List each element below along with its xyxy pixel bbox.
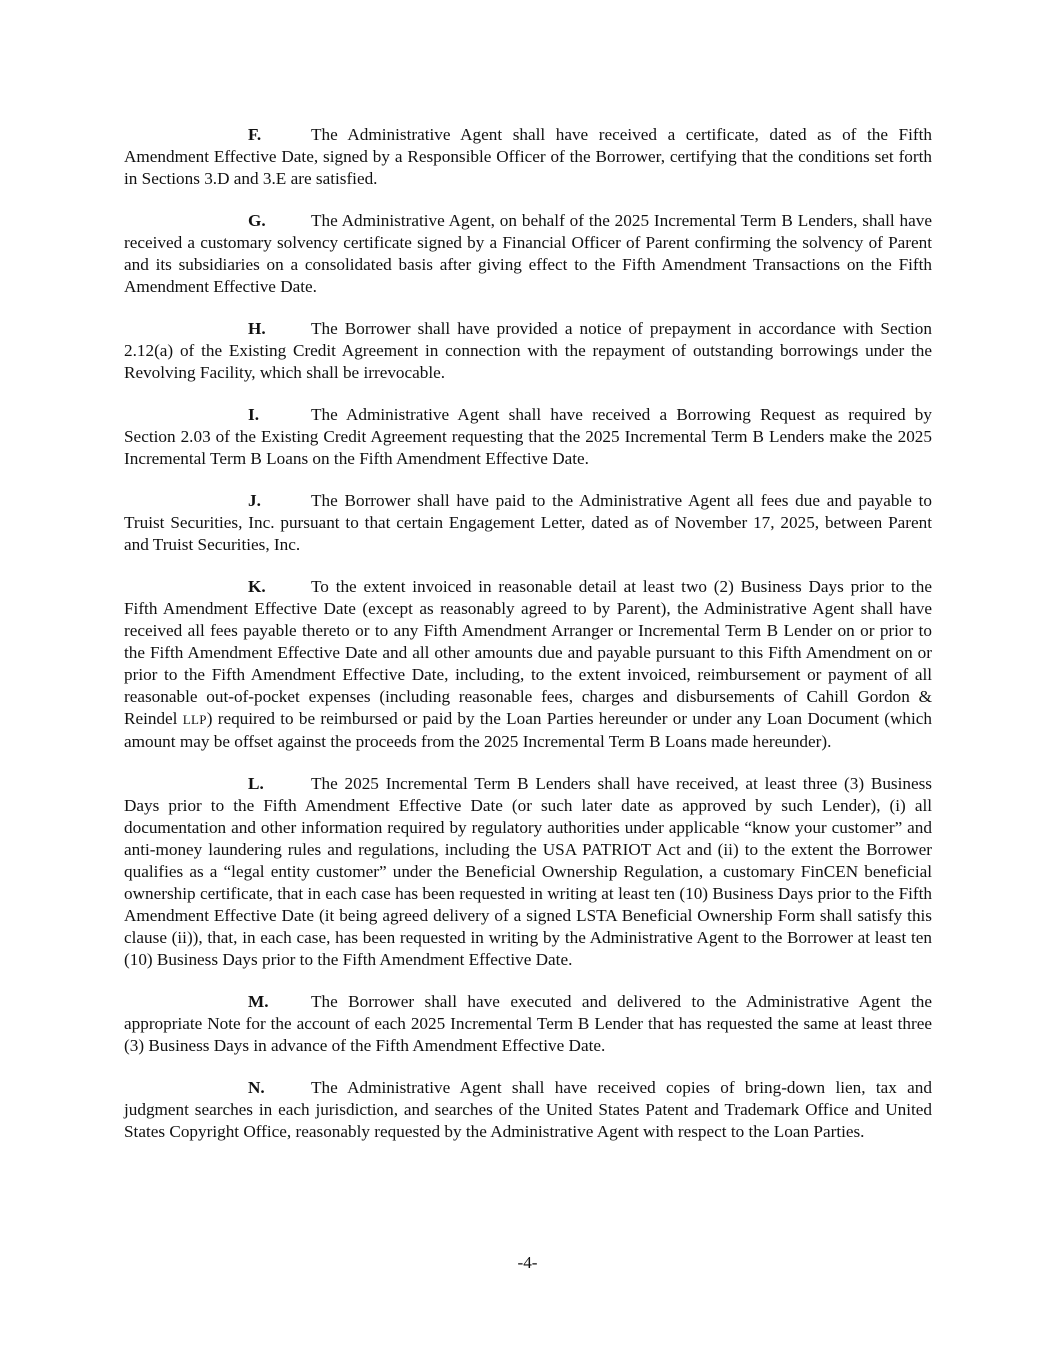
paragraph-j <box>124 490 932 556</box>
paragraph-text: The Administrative Agent, on behalf of the 2025 Incremental Term B Lenders, shall have received a customary solvency certificate signed by a Financial Officer of Parent confirming the solvency of Parent and its subsidiaries on a consolidated basis after giving effect to the Fifth Amendment Transactions on the Fifth Amendment Effective Date. <box>124 211 932 296</box>
paragraph-letter: I. <box>248 405 259 424</box>
paragraph-letter: M. <box>248 992 269 1011</box>
paragraph-text: To the extent invoiced in reasonable detail at least two (2) Business Days prior to the Fifth Amendment Effective Date (except as reasonably agreed to by Parent), the Administrative Agent shall have received all fees payable thereto or to any Fifth Amendment Arranger or Incremental Term B Lender on or prior to the Fifth Amendment Effective Date and all other amounts due and payable pursuant to this Fifth Amendment on or prior to the Fifth Amendment Effective Date, including, to the extent invoiced, reimbursement or payment of all reasonable out-of-pocket expenses (including reasonable fees, charges and disbursements of Cahill Gordon & Reindel <box>124 577 932 728</box>
llp-smallcaps: LLP <box>182 712 207 727</box>
paragraph-f <box>124 124 932 190</box>
paragraph-l <box>124 773 932 971</box>
paragraph-letter: G. <box>248 211 266 230</box>
document-body <box>124 124 932 1163</box>
paragraph-text: The Administrative Agent shall have received copies of bring-down lien, tax and judgment searches in each jurisdiction, and searches of the United States Patent and Trademark Office and United States Copyright Office, reasonably requested by the Administrative Agent with respect to the Loan Parties. <box>124 1078 932 1141</box>
page-number: -4- <box>517 1253 538 1272</box>
paragraph-g <box>124 210 932 298</box>
paragraph-letter: N. <box>248 1078 265 1097</box>
paragraph-letter: J. <box>248 491 261 510</box>
paragraph-text: The Administrative Agent shall have received a certificate, dated as of the Fifth Amendment Effective Date, signed by a Responsible Officer of the Borrower, certifying that the conditions set forth in Sections 3.D and 3.E are satisfied. <box>124 125 932 188</box>
paragraph-i <box>124 404 932 470</box>
paragraph-h <box>124 318 932 384</box>
paragraph-m <box>124 991 932 1057</box>
paragraph-text: The 2025 Incremental Term B Lenders shall have received, at least three (3) Business Days prior to the Fifth Amendment Effective Date (or such later date as approved by such Lender), (i) all documentation and other information required by regulatory authorities under applicable “know your customer” and anti-money laundering rules and regulations, including the USA PATRIOT Act and (ii) to the extent the Borrower qualifies as a “legal entity customer” under the Beneficial Ownership Regulation, a customary FinCEN beneficial ownership certificate, that in each case has been requested in writing at least ten (10) Business Days prior to the Fifth Amendment Effective Date (it being agreed delivery of a signed LSTA Beneficial Ownership Form shall satisfy this clause (ii)), that, in each case, has been requested in writing by the Administrative Agent to the Borrower at least ten (10) Business Days prior to the Fifth Amendment Effective Date. <box>124 774 932 969</box>
paragraph-text: The Borrower shall have paid to the Administrative Agent all fees due and payable to Truist Securities, Inc. pursuant to that certain Engagement Letter, dated as of November 17, 2025, between Parent and Truist Securities, Inc. <box>124 491 932 554</box>
paragraph-text: The Borrower shall have executed and delivered to the Administrative Agent the appropriate Note for the account of each 2025 Incremental Term B Lender that has requested the same at least three (3) Business Days in advance of the Fifth Amendment Effective Date. <box>124 992 932 1055</box>
paragraph-text-continued: ) required to be reimbursed or paid by the Loan Parties hereunder or under any Loan Document (which amount may be offset against the proceeds from the 2025 Incremental Term B Loans made hereunder). <box>124 709 932 751</box>
paragraph-text: The Administrative Agent shall have received a Borrowing Request as required by Section 2.03 of the Existing Credit Agreement requesting that the 2025 Incremental Term B Lenders make the 2025 Incremental Term B Loans on the Fifth Amendment Effective Date. <box>124 405 932 468</box>
paragraph-letter: H. <box>248 319 266 338</box>
paragraph-k <box>124 576 932 753</box>
paragraph-text: The Borrower shall have provided a notice of prepayment in accordance with Section 2.12(a) of the Existing Credit Agreement in connection with the repayment of outstanding borrowings under the Revolving Facility, which shall be irrevocable. <box>124 319 932 382</box>
paragraph-n <box>124 1077 932 1143</box>
paragraph-letter: F. <box>248 125 262 144</box>
paragraph-letter: K. <box>248 577 266 596</box>
paragraph-letter: L. <box>248 774 264 793</box>
